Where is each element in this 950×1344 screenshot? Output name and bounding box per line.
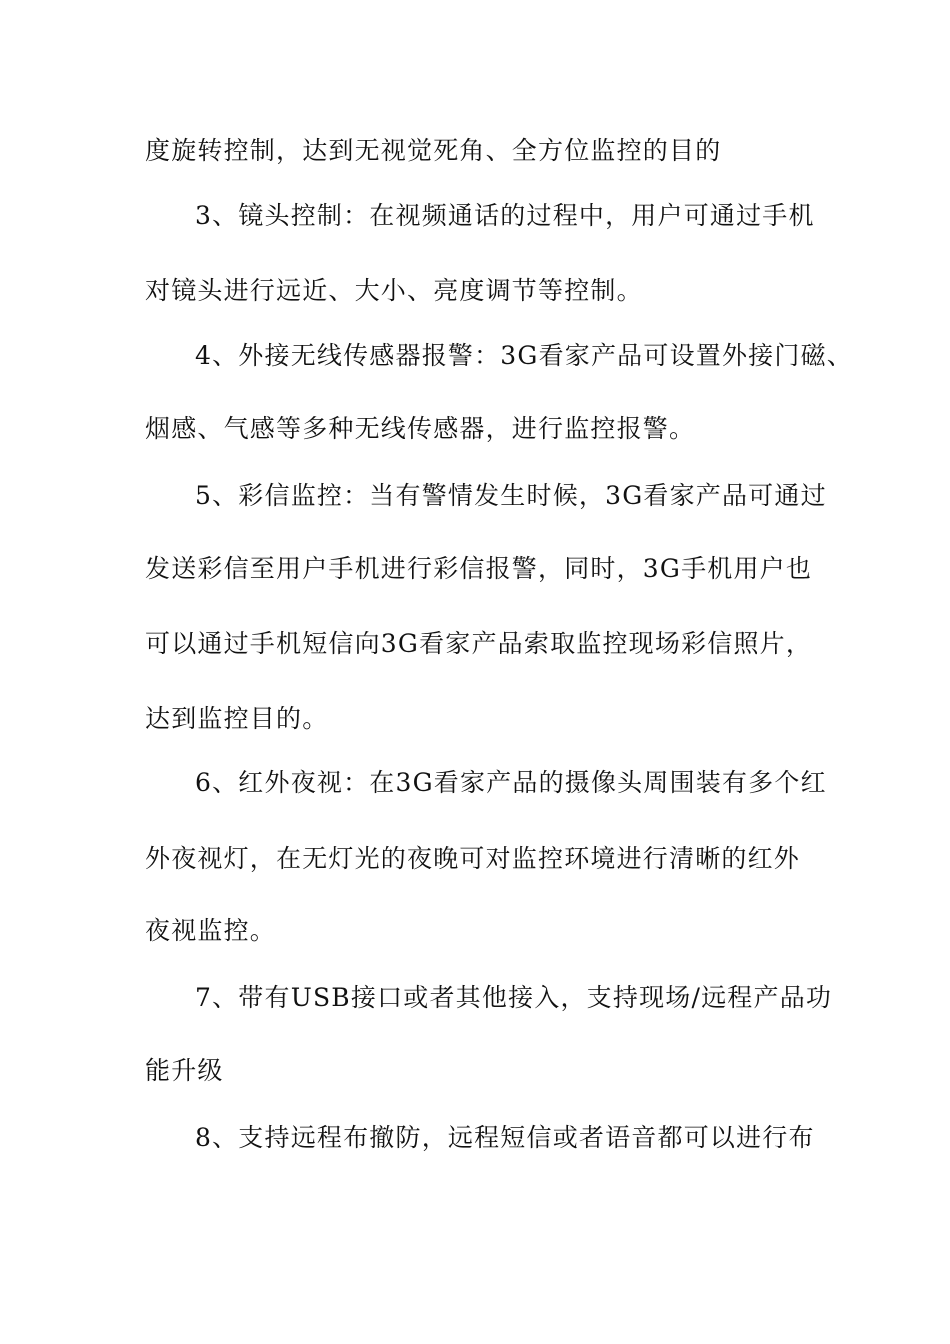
text-line-1: 度旋转控制，达到无视觉死角、全方位监控的目的 — [145, 136, 722, 165]
text-line-13: 7、带有USB接口或者其他接入，支持现场/远程产品功 — [195, 983, 833, 1012]
text-line-3: 对镜头进行远近、大小、亮度调节等控制。 — [145, 276, 643, 305]
text-line-9: 达到监控目的。 — [145, 704, 329, 733]
text-line-7: 发送彩信至用户手机进行彩信报警，同时，3G手机用户也 — [145, 554, 813, 583]
text-line-8: 可以通过手机短信向3G看家产品索取监控现场彩信照片， — [145, 629, 813, 658]
text-line-5: 烟感、气感等多种无线传感器，进行监控报警。 — [145, 414, 696, 443]
text-line-2: 3、镜头控制：在视频通话的过程中，用户可通过手机 — [195, 201, 815, 230]
text-line-12: 夜视监控。 — [145, 916, 277, 945]
text-line-11: 外夜视灯，在无灯光的夜晚可对监控环境进行清晰的红外 — [145, 844, 801, 873]
text-line-15: 8、支持远程布撤防，远程短信或者语音都可以进行布 — [195, 1123, 815, 1152]
text-line-10: 6、红外夜视：在3G看家产品的摄像头周围装有多个红 — [195, 768, 827, 797]
text-line-6: 5、彩信监控：当有警情发生时候，3G看家产品可通过 — [195, 481, 827, 510]
text-line-4: 4、外接无线传感器报警：3G看家产品可设置外接门磁、 — [195, 341, 853, 370]
text-line-14: 能升级 — [145, 1056, 224, 1085]
